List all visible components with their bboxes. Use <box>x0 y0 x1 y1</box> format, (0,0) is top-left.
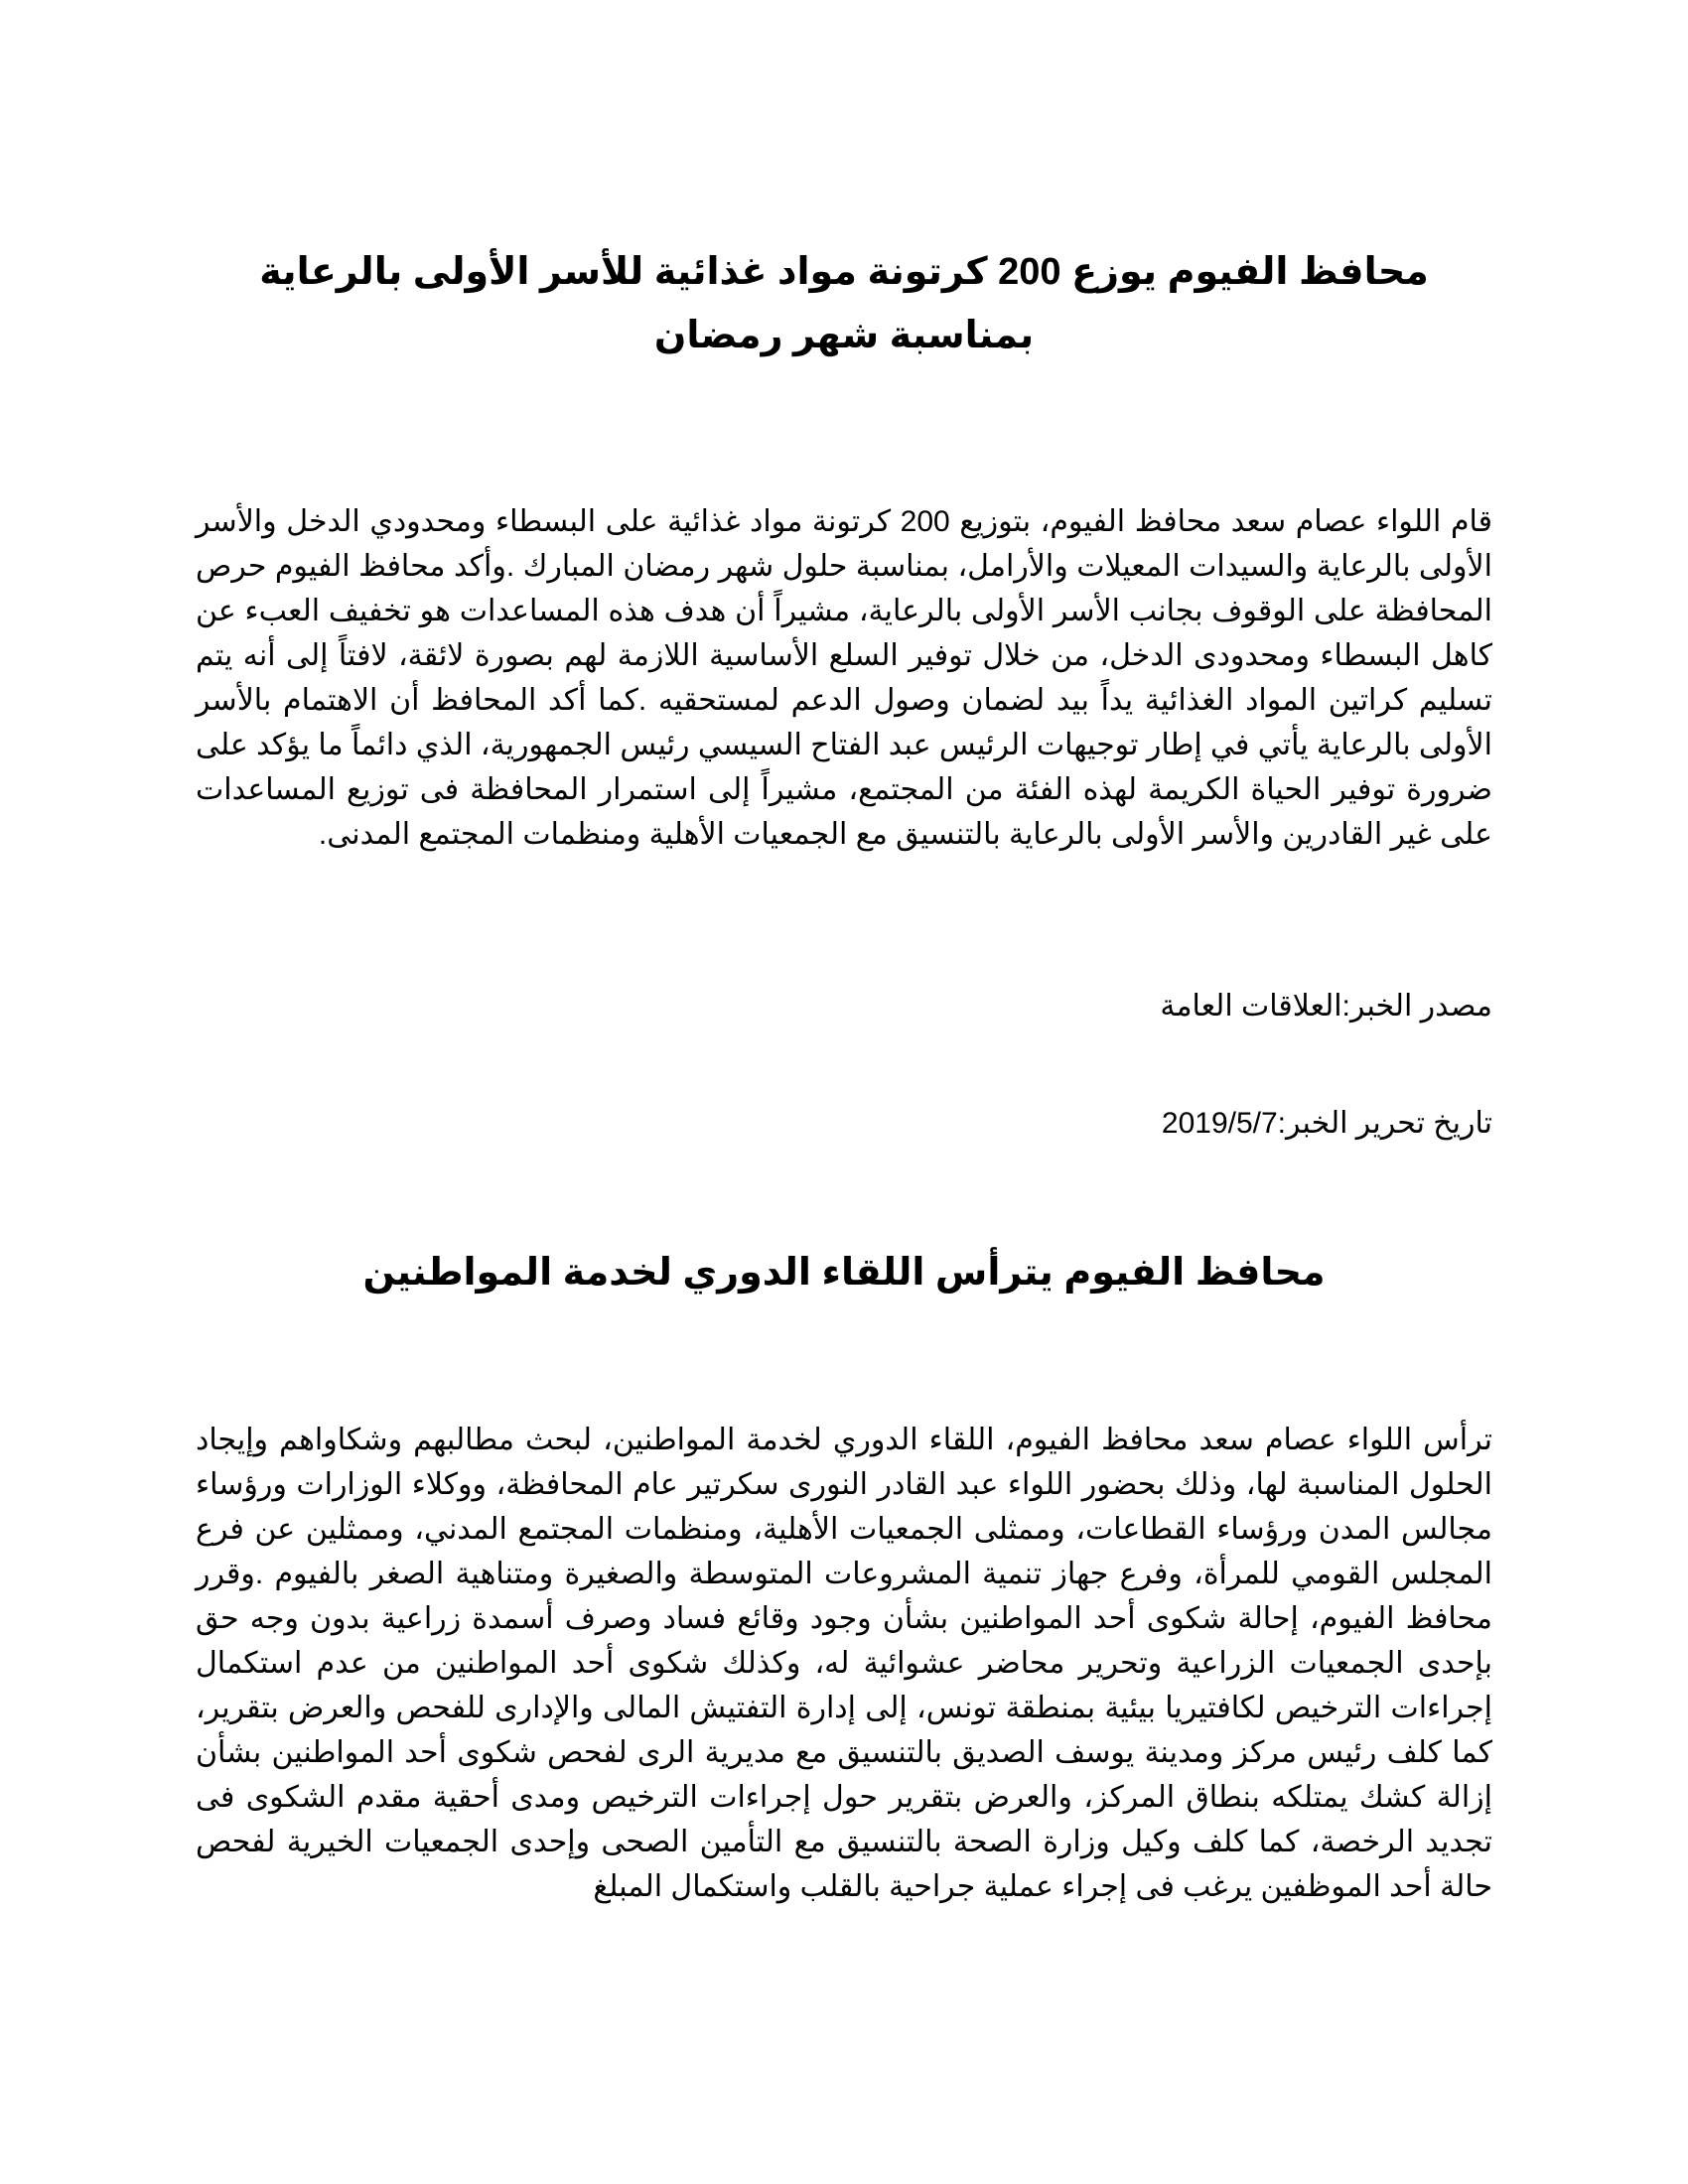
article-1-body: قام اللواء عصام سعد محافظ الفيوم، بتوزيع 200 كرتونة مواد غذائية على البسطاء ومحدودي الدخل والأسر الأولى بالرعاية والسيدات المعيلات والأرامل، بمناسبة حلول شهر رمضان المبارك .وأكد محافظ الفيوم حرص المحافظة على الوقوف بجانب الأسر الأولى بالرعاية، مشيراً أن هدف هذه المساعدات هو تخفيف العبء عن كاهل البسطاء ومحدودى الدخل، من خلال توفير السلع الأساسية اللازمة لهم بصورة لائقة، لافتاً إلى أنه يتم تسليم كراتين المواد الغذائية يداً بيد لضمان وصول الدعم لمستحقيه .كما أكد المحافظ أن الاهتمام بالأسر الأولى بالرعاية يأتي في إطار توجيهات الرئيس عبد الفتاح السيسي رئيس الجمهورية، الذي دائماً ما يؤكد على ضرورة توفير الحياة الكريمة لهذه الفئة من المجتمع، مشيراً إلى استمرار المحافظة فى توزيع المساعدات على غير القادرين والأسر الأولى بالرعاية بالتنسيق مع الجمعيات الأهلية ومنظمات المجتمع المدنى. <box>196 505 1493 851</box>
article-2-body: ترأس اللواء عصام سعد محافظ الفيوم، اللقاء الدوري لخدمة المواطنين، لبحث مطالبهم وشكاواهم وإيجاد الحلول المناسبة لها، وذلك بحضور اللواء عبد القادر النورى سكرتير عام المحافظة، ووكلاء الوزارات ورؤساء مجالس المدن ورؤساء القطاعات، وممثلى الجمعيات الأهلية، ومنظمات المجتمع المدني، وممثلين عن فرع المجلس القومي للمرأة، وفرع جهاز تنمية المشروعات المتوسطة والصغيرة ومتناهية الصغر بالفيوم .وقرر محافظ الفيوم، إحالة شكوى أحد المواطنين بشأن وجود وقائع فساد وصرف أسمدة زراعية بدون وجه حق بإحدى الجمعيات الزراعية وتحرير محاضر عشوائية له، وكذلك شكوى أحد المواطنين من عدم استكمال إجراءات الترخيص لكافتيريا بيئية بمنطقة تونس، إلى إدارة التفتيش المالى والإدارى للفحص والعرض بتقرير، كما كلف رئيس مركز ومدينة يوسف الصديق بالتنسيق مع مديرية الرى لفحص شكوى أحد المواطنين بشأن إزالة كشك يمتلكه بنطاق المركز، والعرض بتقرير حول إجراءات الترخيص ومدى أحقية مقدم الشكوى فى تجديد الرخصة، كما كلف وكيل وزارة الصحة بالتنسيق مع التأمين الصحى وإحدى الجمعيات الخيرية لفحص حالة أحد الموظفين يرغب فى إجراء عملية جراحية بالقلب واستكمال المبلغ <box>196 1424 1492 1903</box>
article-1-title: محافظ الفيوم يوزع 200 كرتونة مواد غذائية للأسر الأولى بالرعاية بمناسبة شهر رمضان <box>259 251 1429 356</box>
article-2-title: محافظ الفيوم يترأس اللقاء الدوري لخدمة المواطنين <box>362 1252 1326 1294</box>
article-1-date: تاريخ تحرير الخبر:2019/5/7 <box>1161 1107 1492 1140</box>
article-1-source: مصدر الخبر:العلاقات العامة <box>1160 990 1492 1023</box>
